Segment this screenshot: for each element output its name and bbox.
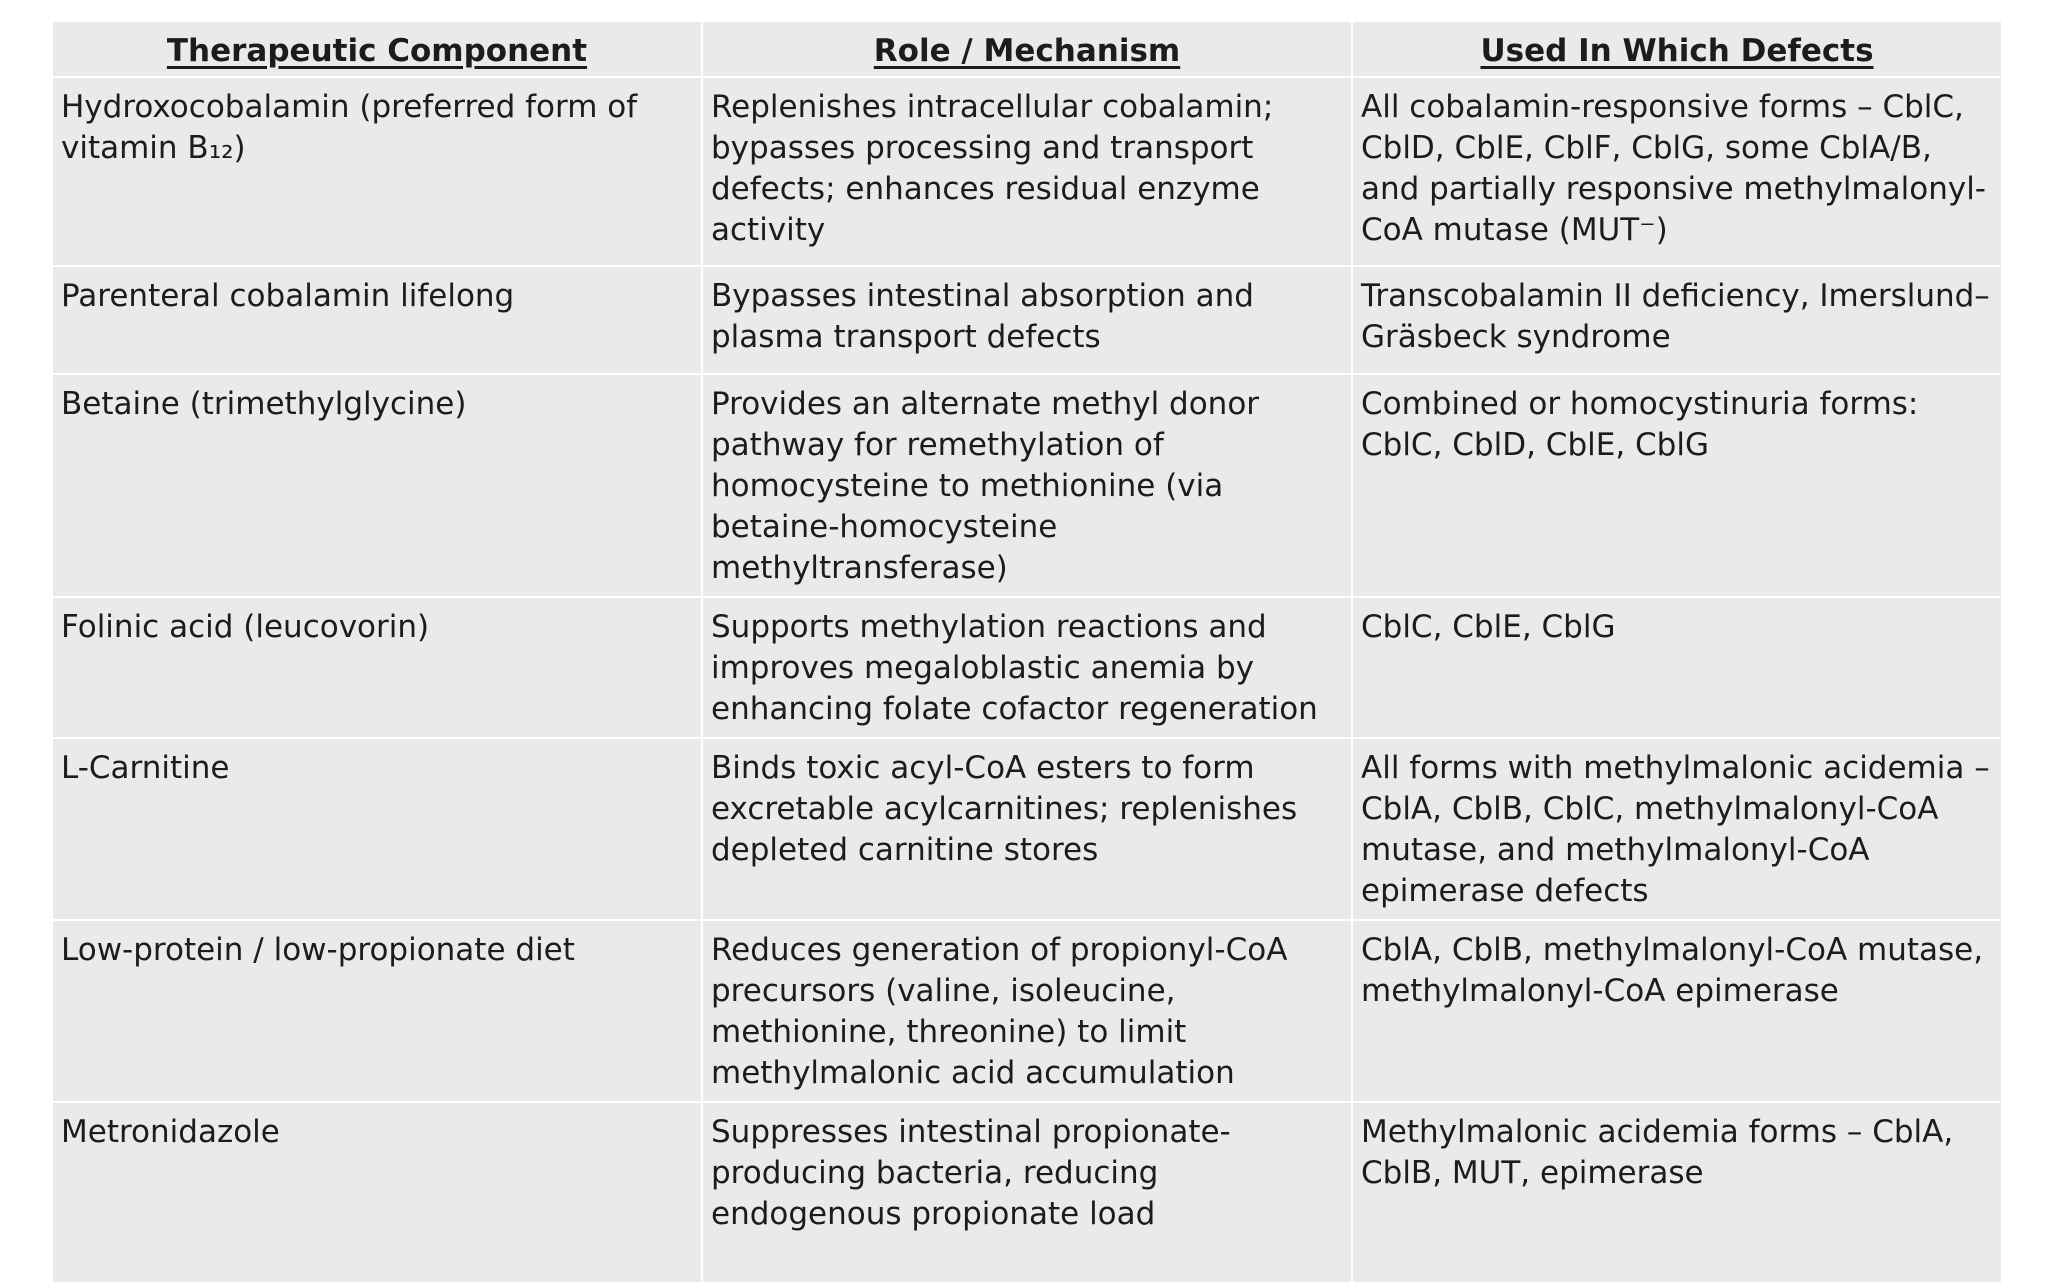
header-used-in-defects: Used In Which Defects [1352,21,2002,77]
table-row [52,738,2002,920]
cell-component: Parenteral cobalamin lifelong [52,266,702,374]
table-row [52,920,2002,1102]
cell-component: Folinic acid (leucovorin) [52,597,702,738]
table-row [52,374,2002,597]
cell-mechanism: Binds toxic acyl-CoA esters to form excretable acylcarnitines; replenishes depleted carnitine stores [702,738,1352,920]
therapy-table-container [51,20,2001,1232]
cell-component: Metronidazole [52,1102,702,1283]
table-row [52,77,2002,266]
header-therapeutic-component: Therapeutic Component [52,21,702,77]
cell-component: Low-protein / low-propionate diet [52,920,702,1102]
cell-mechanism: Supports methylation reactions and improves megaloblastic anemia by enhancing folate cofactor regeneration [702,597,1352,738]
cell-defects: Transcobalamin II deficiency, Imerslund–Gräsbeck syndrome [1352,266,2002,374]
cell-defects: Methylmalonic acidemia forms – CblA, CblB, MUT, epimerase [1352,1102,2002,1283]
cell-component: Betaine (trimethylglycine) [52,374,702,597]
cell-component: Hydroxocobalamin (preferred form of vitamin B₁₂) [52,77,702,266]
cell-mechanism: Reduces generation of propionyl-CoA precursors (valine, isoleucine, methionine, threonine) to limit methylmalonic acid accumulation [702,920,1352,1102]
table-row [52,266,2002,374]
cell-defects: All forms with methylmalonic acidemia – CblA, CblB, CblC, methylmalonyl-CoA mutase, and methylmalonyl-CoA epimerase defects [1352,738,2002,920]
cell-defects: Combined or homocystinuria forms: CblC, CblD, CblE, CblG [1352,374,2002,597]
cell-defects: CblC, CblE, CblG [1352,597,2002,738]
cell-mechanism: Suppresses intestinal propionate-producing bacteria, reducing endogenous propionate load [702,1102,1352,1283]
table-row [52,1102,2002,1283]
cell-mechanism: Provides an alternate methyl donor pathway for remethylation of homocysteine to methionine (via betaine-homocysteine methyltransferase) [702,374,1352,597]
cell-mechanism: Replenishes intracellular cobalamin; bypasses processing and transport defects; enhances residual enzyme activity [702,77,1352,266]
cell-mechanism: Bypasses intestinal absorption and plasma transport defects [702,266,1352,374]
header-role-mechanism: Role / Mechanism [702,21,1352,77]
table-header-row [52,21,2002,77]
therapy-table [51,20,2003,1284]
table-row [52,597,2002,738]
cell-defects: All cobalamin-responsive forms – CblC, CblD, CblE, CblF, CblG, some CblA/B, and partially responsive methylmalonyl-CoA mutase (MUT⁻) [1352,77,2002,266]
cell-component: L-Carnitine [52,738,702,920]
cell-defects: CblA, CblB, methylmalonyl-CoA mutase, methylmalonyl-CoA epimerase [1352,920,2002,1102]
